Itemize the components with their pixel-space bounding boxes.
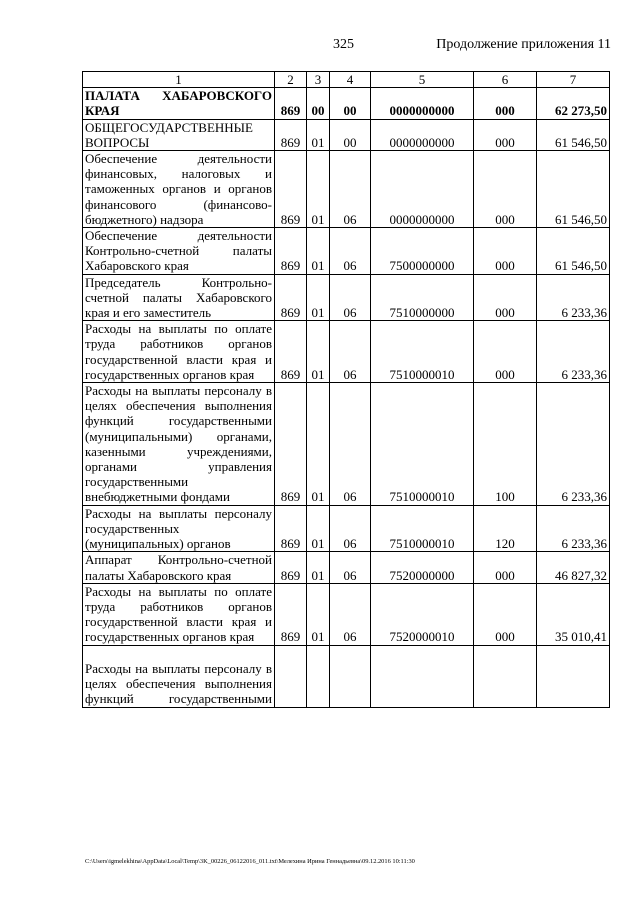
- table-row: [83, 321, 610, 383]
- code-cell: 01: [307, 505, 330, 552]
- code-cell: 01: [307, 383, 330, 506]
- code-cell: 00: [330, 119, 371, 150]
- item-name: Обеспечение деятельности финансовых, налоговых и таможенных органов и органов финансового (финансово-бюджетного) надзора: [83, 151, 275, 228]
- code-cell: 000: [474, 552, 537, 583]
- code-cell: 120: [474, 505, 537, 552]
- code-cell: 06: [330, 228, 371, 275]
- file-path-footer: C:\Users\igmelekhina\AppData\Local\Temp\3K_00226_06122016_011.txt\Мелехина Ирина Геннадьевна\09.12.2016 10:11:30: [85, 858, 415, 865]
- item-name: Расходы на выплаты персоналу в целях обеспечения выполнения функций государственными (муниципальными) органами, казенными учреждениями, органами управления государственными внебюджетными фондами: [83, 383, 275, 506]
- code-cell: [474, 645, 537, 707]
- amount-cell: 6 233,36: [537, 383, 610, 506]
- table-row: [83, 505, 610, 552]
- code-cell: 869: [275, 321, 307, 383]
- code-cell: 869: [275, 119, 307, 150]
- code-cell: 7520000000: [371, 552, 474, 583]
- table-row: [83, 274, 610, 321]
- code-cell: 000: [474, 274, 537, 321]
- code-cell: 06: [330, 151, 371, 228]
- code-cell: 869: [275, 228, 307, 275]
- code-cell: 869: [275, 383, 307, 506]
- amount-cell: 35 010,41: [537, 583, 610, 645]
- code-cell: 06: [330, 505, 371, 552]
- table-row: [83, 383, 610, 506]
- item-name: Расходы на выплаты по оплате труда работников органов государственной власти края и государственных органов края: [83, 321, 275, 383]
- column-header: 6: [474, 72, 537, 88]
- code-cell: 06: [330, 383, 371, 506]
- code-cell: 00: [307, 88, 330, 119]
- amount-cell: 61 546,50: [537, 119, 610, 150]
- code-cell: 7510000010: [371, 505, 474, 552]
- code-cell: 01: [307, 321, 330, 383]
- amount-cell: [537, 645, 610, 707]
- code-cell: 000: [474, 228, 537, 275]
- item-name: Председатель Контрольно-счетной палаты Хабаровского края и его заместитель: [83, 274, 275, 321]
- code-cell: 7500000000: [371, 228, 474, 275]
- code-cell: 7510000010: [371, 383, 474, 506]
- amount-cell: 61 546,50: [537, 228, 610, 275]
- code-cell: 7510000010: [371, 321, 474, 383]
- code-cell: 000: [474, 151, 537, 228]
- item-name: Аппарат Контрольно-счетной палаты Хабаровского края: [83, 552, 275, 583]
- appendix-note: Продолжение приложения 11: [436, 37, 611, 52]
- amount-cell: 6 233,36: [537, 321, 610, 383]
- code-cell: 000: [474, 583, 537, 645]
- table-row: [83, 119, 610, 150]
- code-cell: 869: [275, 151, 307, 228]
- code-cell: 869: [275, 552, 307, 583]
- table-row: [83, 552, 610, 583]
- code-cell: 0000000000: [371, 119, 474, 150]
- code-cell: 869: [275, 583, 307, 645]
- item-name: Расходы на выплаты персоналу в целях обеспечения выполнения функций государственными: [83, 645, 275, 707]
- code-cell: [330, 645, 371, 707]
- code-cell: 00: [330, 88, 371, 119]
- code-cell: [371, 645, 474, 707]
- amount-cell: 6 233,36: [537, 274, 610, 321]
- code-cell: 0000000000: [371, 88, 474, 119]
- code-cell: 000: [474, 321, 537, 383]
- budget-table: [82, 71, 610, 708]
- code-cell: 869: [275, 505, 307, 552]
- code-cell: 7520000010: [371, 583, 474, 645]
- item-name: Расходы на выплаты персоналу государственных (муниципальных) органов: [83, 505, 275, 552]
- table-row: [83, 228, 610, 275]
- item-name: Расходы на выплаты по оплате труда работников органов государственной власти края и государственных органов края: [83, 583, 275, 645]
- code-cell: 869: [275, 274, 307, 321]
- item-name: Обеспечение деятельности Контрольно-счетной палаты Хабаровского края: [83, 228, 275, 275]
- amount-cell: 62 273,50: [537, 88, 610, 119]
- table-header-row: [83, 72, 610, 88]
- column-header: 3: [307, 72, 330, 88]
- code-cell: 01: [307, 552, 330, 583]
- amount-cell: 6 233,36: [537, 505, 610, 552]
- code-cell: 000: [474, 88, 537, 119]
- code-cell: 06: [330, 583, 371, 645]
- table-row: [83, 583, 610, 645]
- code-cell: [275, 645, 307, 707]
- page-number: 325: [333, 37, 354, 52]
- code-cell: 06: [330, 321, 371, 383]
- table-row: [83, 151, 610, 228]
- table-row: [83, 645, 610, 707]
- code-cell: 7510000000: [371, 274, 474, 321]
- code-cell: 100: [474, 383, 537, 506]
- code-cell: [307, 645, 330, 707]
- item-name: ОБЩЕГОСУДАРСТВЕННЫЕ ВОПРОСЫ: [83, 119, 275, 150]
- code-cell: 01: [307, 583, 330, 645]
- column-header: 7: [537, 72, 610, 88]
- column-header: 2: [275, 72, 307, 88]
- item-name: ПАЛАТА ХАБАРОВСКОГО КРАЯ: [83, 88, 275, 119]
- code-cell: 01: [307, 228, 330, 275]
- code-cell: 01: [307, 151, 330, 228]
- code-cell: 000: [474, 119, 537, 150]
- code-cell: 06: [330, 552, 371, 583]
- code-cell: 06: [330, 274, 371, 321]
- table-row: [83, 88, 610, 119]
- column-header: 1: [83, 72, 275, 88]
- code-cell: 0000000000: [371, 151, 474, 228]
- code-cell: 01: [307, 119, 330, 150]
- column-header: 5: [371, 72, 474, 88]
- amount-cell: 46 827,32: [537, 552, 610, 583]
- code-cell: 01: [307, 274, 330, 321]
- column-header: 4: [330, 72, 371, 88]
- code-cell: 869: [275, 88, 307, 119]
- amount-cell: 61 546,50: [537, 151, 610, 228]
